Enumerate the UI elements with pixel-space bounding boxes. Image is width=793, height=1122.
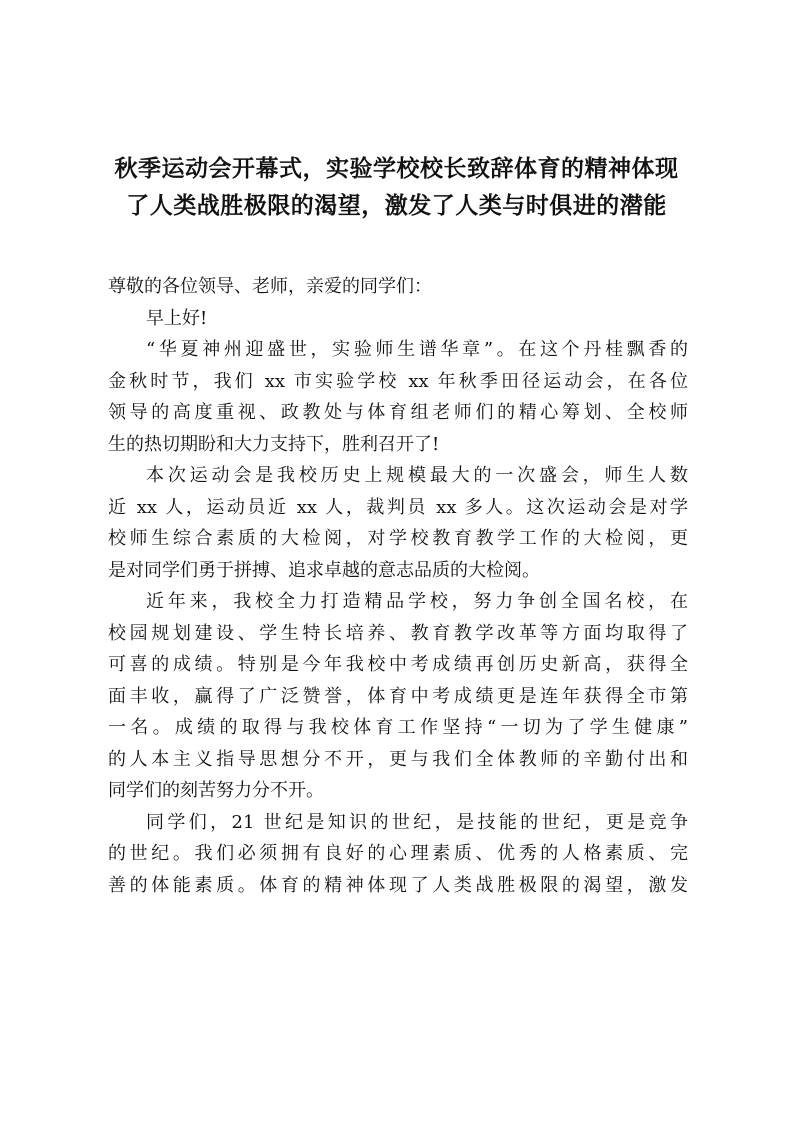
paragraph-3-line: 的人本主义指导思想分不开，更与我们全体教师的辛勤付出和 <box>108 748 688 770</box>
paragraph-3-line: 可喜的成绩。特别是今年我校中考成绩再创历史新高，获得全 <box>108 654 688 675</box>
paragraph-4-line: 善的体能素质。体育的精神体现了人类战胜极限的渴望，激发 <box>108 874 688 896</box>
paragraph-1-line: 金秋时节，我们 xx 市实验学校 xx 年秋季田径运动会，在各位 <box>108 370 688 392</box>
paragraph-3-line: 校园规划建设、学生特长培养、教育教学改革等方面均取得了 <box>108 622 688 644</box>
paragraph-3-line: 近年来，我校全力打造精品学校，努力争创全国名校，在 <box>146 591 688 612</box>
paragraph-3 <box>108 586 688 807</box>
salutation: 尊敬的各位领导、老师，亲爱的同学们： <box>108 276 432 297</box>
paragraph-2-line: 是对同学们勇于拼搏、追求卓越的意志品质的大检阅。 <box>108 559 540 581</box>
title-line-2: 了人类战胜极限的渴望，激发了人类与时俱进的潜能 <box>126 192 667 219</box>
document-title <box>100 150 693 224</box>
paragraph-1-line: “华夏神州迎盛世，实验师生谱华章”。在这个丹桂飘香的 <box>146 339 688 360</box>
paragraph-4-line: 同学们，21 世纪是知识的世纪，是技能的世纪，更是竞争 <box>146 811 688 833</box>
paragraph-4-line: 的世纪。我们必须拥有良好的心理素质、优秀的人格素质、完 <box>108 843 688 864</box>
paragraph-3-line: 同学们的刻苦努力分不开。 <box>108 780 324 801</box>
paragraph-2-line: 近 xx 人，运动员近 xx 人，裁判员 xx 多人。这次运动会是对学 <box>108 496 688 518</box>
greeting: 早上好! <box>146 307 208 329</box>
paragraph-1-line: 生的热切期盼和大力支持下，胜利召开了! <box>108 433 440 455</box>
paragraph-3-line: 一名。成绩的取得与我校体育工作坚持“一切为了学生健康” <box>108 717 688 738</box>
paragraph-2 <box>108 460 688 586</box>
paragraph-1 <box>108 334 688 460</box>
paragraph-4 <box>108 807 688 902</box>
paragraph-1-line: 领导的高度重视、政教处与体育组老师们的精心筹划、全校师 <box>108 402 688 423</box>
paragraph-2-line: 校师生综合素质的大检阅，对学校教育教学工作的大检阅，更 <box>108 528 688 549</box>
title-line-1: 秋季运动会开幕式，实验学校校长致辞体育的精神体现 <box>114 155 679 182</box>
paragraph-2-line: 本次运动会是我校历史上规模最大的一次盛会，师生人数 <box>146 465 688 486</box>
document-body <box>108 271 688 901</box>
paragraph-3-line: 面丰收，赢得了广泛赞誉，体育中考成绩更是连年获得全市第 <box>108 685 688 707</box>
